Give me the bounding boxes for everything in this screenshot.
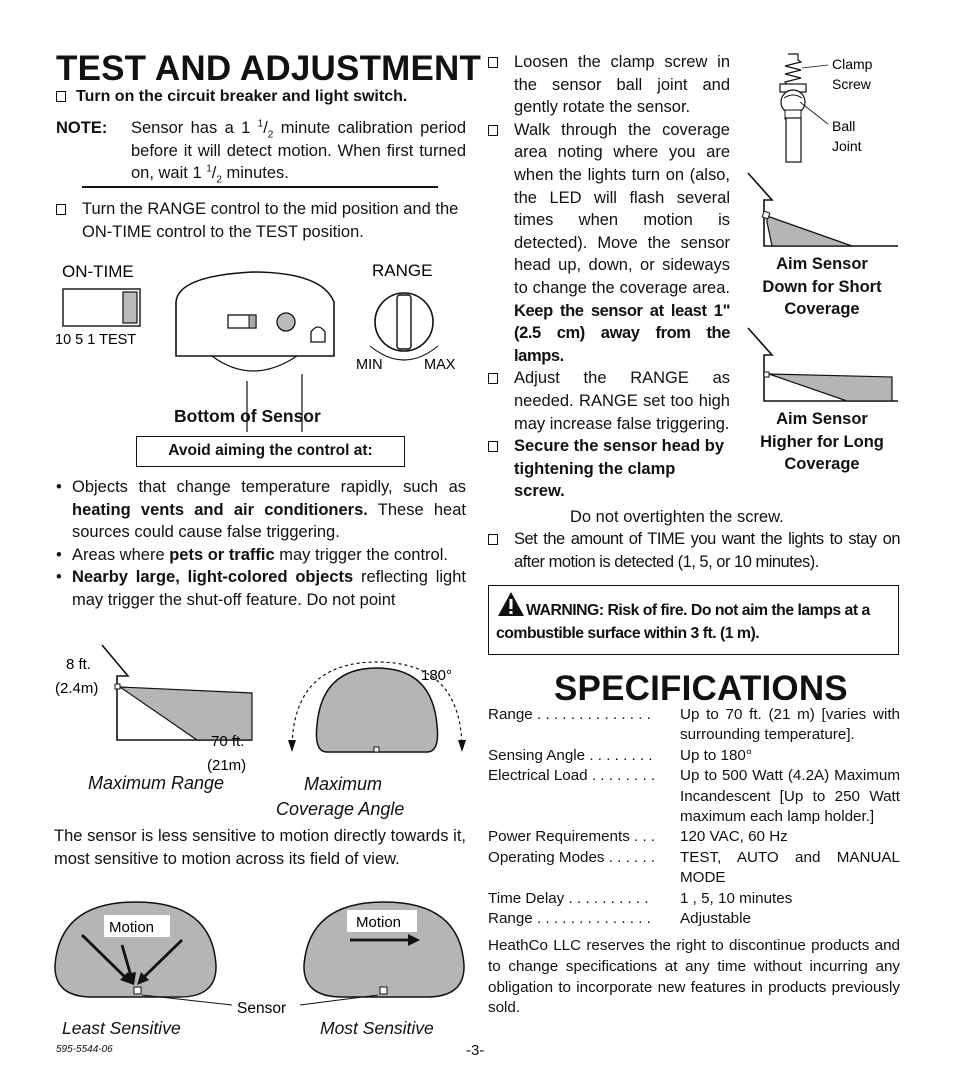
checkbox-icon [488,57,498,68]
spec-row [488,827,900,847]
range-label: RANGE [372,261,433,280]
list-item: • Nearby large, light-colored objects reflecting light may trigger the shut-off feature. Do not point [54,566,466,611]
list-item: • Areas where pets or traffic may trigger the control. [54,544,466,567]
on-time-slider-knob[interactable] [123,292,137,323]
ball-label-2: Joint [832,138,862,154]
spec-row [488,909,900,929]
step-set-time: Set the amount of TIME you want the lights to stay on after motion is detected (1, 5, or 10 minutes). [488,528,900,573]
page-title: TEST AND ADJUSTMENT [56,49,482,88]
spec-label: Power Requirements . . . [488,828,656,846]
specifications-title: SPECIFICATIONS [554,669,848,708]
spec-value: Up to 180° [680,746,752,764]
specifications-table [488,705,900,929]
sensor-label: Sensor [237,1000,287,1017]
ball-label-1: Ball [832,118,856,134]
checkbox-icon [56,91,66,102]
aim-up-caption: Aim Sensor Higher for Long Coverage [760,410,884,474]
led-window [311,327,325,342]
short-beam [767,216,852,246]
spec-value: TEST, AUTO and MANUAL MODE [680,848,900,887]
spec-row [488,889,900,909]
checkbox-icon [488,534,498,545]
clamp-label-1: Clamp [832,56,873,72]
on-time-scale: 10 5 1 TEST [55,332,137,348]
spec-label: Sensing Angle . . . . . . . . [488,746,653,764]
caption-coverage-angle: Maximum Coverage Angle [276,774,405,819]
long-beam [769,374,892,401]
caption-most-sensitive: Most Sensitive [320,1018,434,1038]
spec-row [488,848,900,889]
step-secure-tail: Do not overtighten the screw. [570,508,784,526]
fire-warning-text: WARNING: Risk of fire. Do not aim the lamps at a combustible surface within 3 ft. (1 m). [496,602,870,642]
spec-value: Adjustable [680,910,751,928]
spec-row [488,766,900,827]
note-label: NOTE: [56,119,108,137]
spec-label: Range . . . . . . . . . . . . . . [488,706,651,723]
spec-label: Electrical Load . . . . . . . . [488,767,656,785]
coverage-shape [316,668,437,752]
spec-value: 1 , 5, 10 minutes [680,889,793,907]
spec-label: Operating Modes . . . . . . [488,848,656,866]
list-item: • Objects that change temperature rapidly, such as heating vents and air conditioners. These heat sources could cause false triggering. [54,476,466,544]
avoid-box: Avoid aiming the control at: [136,436,405,467]
aim-up-figure [742,325,902,405]
distance-m: (21m) [207,757,247,774]
spec-value: Up to 500 Watt (4.2A) Maximum Incandescent [Up to 250 Watt maximum each lamp holder.] [680,767,900,826]
checkbox-icon [488,441,498,452]
clamp-screw-figure [740,52,900,167]
step-loosen-clamp: Loosen the clamp screw in the sensor ball joint and gently rotate the sensor. [488,51,730,119]
on-time-label: ON-TIME [62,262,134,281]
step-range-ontime: Turn the RANGE control to the mid position and the ON-TIME control to the TEST position. [56,198,466,243]
range-min: MIN [356,357,383,373]
aim-down-figure [742,170,902,250]
checkbox-icon [56,204,66,215]
sensor-lens [277,313,295,331]
steps-right [488,51,730,503]
clamp-label-2: Screw [832,76,871,92]
spec-value: 120 VAC, 60 Hz [680,828,788,846]
angle-label: 180° [421,667,453,684]
aim-down-caption: Aim Sensor Down for Short Coverage [762,255,882,319]
height-ft: 8 ft. [66,656,92,673]
sensor-bottom-caption: Bottom of Sensor [174,406,321,426]
disclaimer: HeathCo LLC reserves the right to discontinue products and to change specifications at any time without incurring any obligation to incorporate new features in products previously sold. [488,937,900,1017]
step-circuit-breaker: Turn on the circuit breaker and light switch. [56,86,407,109]
spec-value: Up to 70 ft. (21 m) [varies with surrounding temperature]. [680,706,900,744]
coverage-figures [52,640,470,780]
step-walk-through: Walk through the coverage area noting where you are when the lights turn on (also, the LED will flash several times when motion is detected). Move the sensor head up, down, or sideways to change the coverage area. Keep the sensor at least 1" (2.5 cm) away from the lamps. [488,119,730,368]
spec-row [488,705,900,746]
part-number: 595-5544-06 [56,1044,113,1055]
spec-label: Time Delay . . . . . . . . . . [488,889,649,907]
motion-label-right: Motion [356,914,402,931]
caption-least-sensitive: Least Sensitive [62,1018,181,1038]
page-number: -3- [466,1042,485,1059]
height-m: (2.4m) [55,680,99,697]
checkbox-icon [488,125,498,136]
step-adjust-range: Adjust the RANGE as needed. RANGE set too high may increase false triggering. [488,367,730,435]
range-max: MAX [424,357,456,373]
spec-label: Range . . . . . . . . . . . . . . [488,910,651,928]
distance-ft: 70 ft. [211,733,245,750]
sensor-housing [176,272,334,356]
sensitivity-paragraph: The sensor is less sensitive to motion directly towards it, most sensitive to motion across its field of view. [54,827,466,868]
step-secure-head: Secure the sensor head by tightening the clamp screw. [488,435,730,503]
spec-row [488,746,900,766]
note-divider [82,186,438,188]
motion-label-left: Motion [109,919,155,936]
checkbox-icon [488,373,498,384]
avoid-list [54,476,466,612]
note-text: Sensor has a 1 $^1/_2$ minute calibration period before it will detect motion. When first turned on, wait 1 $^1/_2$ minutes. [131,118,467,186]
caption-maximum-range: Maximum Range [88,773,225,793]
